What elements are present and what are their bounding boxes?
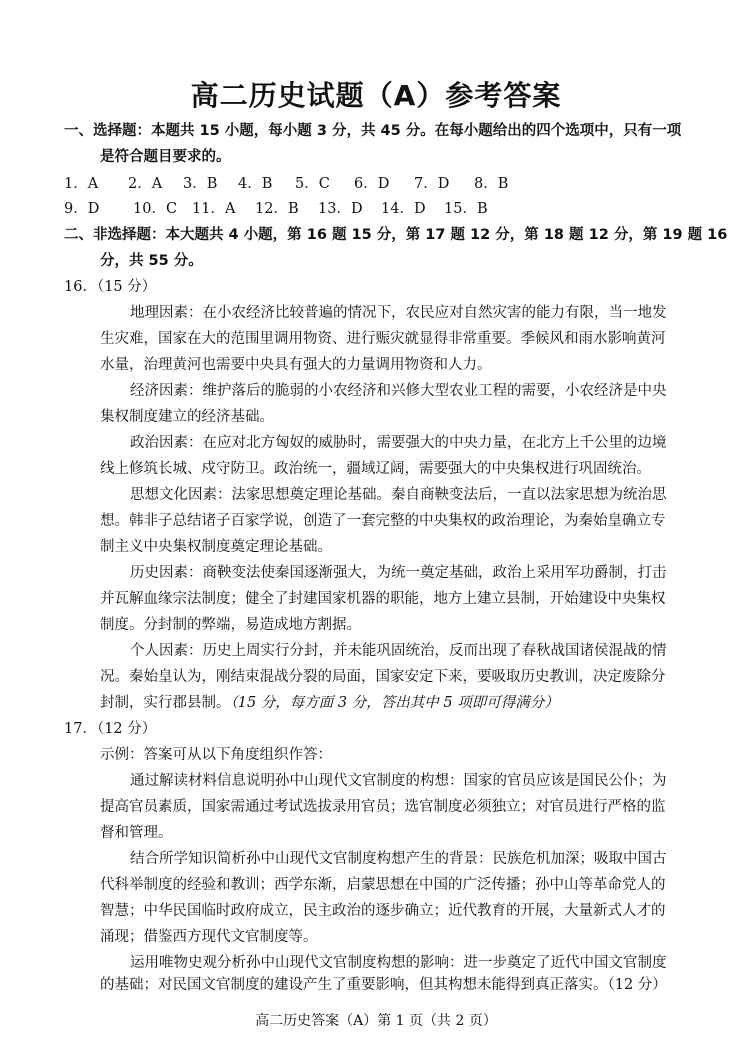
q16-line: 封制，实行郡县制。	[100, 695, 231, 711]
q17-line: 通过解读材料信息说明孙中山现代文官制度的构想：国家的官员应该是国民公仆；为	[130, 773, 667, 789]
answer-item: 6．D	[354, 176, 390, 192]
answer-item: 15．B	[444, 201, 488, 217]
q17-example-label: 示例：答案可从以下角度组织作答：	[100, 747, 332, 763]
answer-item: 9．D	[64, 201, 100, 217]
answer-item: 10．C	[133, 201, 178, 217]
q17-line: 的基础；对民国文官制度的建设产生了重要影响，但其构想未能得到真正落实。（12 分）	[100, 977, 667, 993]
q17-line: 涌现；借鉴西方现代文官制度等。	[100, 929, 318, 945]
q16-line: 个人因素：历史上周实行分封，并未能巩固统治，反而出现了春秋战国诸侯混战的情	[130, 643, 667, 659]
section1-instruction-line1: 一、选择题：本题共 15 小题，每小题 3 分，共 45 分。在每小题给出的四个选项中，只有一项	[64, 123, 682, 139]
q17-line: 智慧；中华民国临时政府成立，民主政治的逐步确立；近代教育的开展，大量新式人才的	[100, 903, 666, 919]
q16-line: 并瓦解血缘宗法制度；健全了封建国家机器的职能，地方上建立县制，开始建设中央集权	[100, 591, 666, 607]
answers-row-2	[64, 199, 704, 219]
answer-item: 3．B	[183, 176, 218, 192]
answer-item: 11．A	[192, 201, 236, 217]
q16-line: 线上修筑长城、戍守防卫。政治统一，疆域辽阔，需要强大的中央集权进行巩固统治。	[100, 461, 651, 477]
q16-line: 生灾难，国家在大的范围里调用物资、进行赈灾就显得非常重要。季候风和雨水影响黄河	[100, 331, 666, 347]
section1-instruction-line2: 是符合题目要求的。	[100, 149, 231, 165]
q17-line: 运用唯物史观分析孙中山现代文官制度构想的影响：进一步奠定了近代中国文官制度	[130, 955, 667, 971]
answer-item: 5．C	[295, 176, 330, 192]
q16-score-note: （15 分，每方面 3 分，答出其中 5 项即可得满分）	[230, 695, 559, 711]
page-title: 高二历史试题（A）参考答案	[190, 79, 562, 112]
q17-line: 代科举制度的经验和教训；西学东渐，启蒙思想在中国的广泛传播；孙中山等革命党人的	[100, 877, 666, 893]
page-footer: 高二历史答案（A）第 1 页（共 2 页）	[255, 1013, 497, 1029]
q16-line: 地理因素：在小农经济比较普遍的情况下，农民应对自然灾害的能力有限，当一地发	[130, 305, 667, 321]
answer-item: 7．D	[414, 176, 450, 192]
answer-item: 13．D	[318, 201, 363, 217]
q17-line: 结合所学知识简析孙中山现代文官制度构想产生的背景：民族危机加深；吸取中国古	[130, 851, 667, 867]
q17-line: 提高官员素质，国家需通过考试选拔录用官员；选官制度必须独立；对官员进行严格的监	[100, 799, 666, 815]
q16-last-line	[100, 693, 704, 713]
q16-line: 历史因素：商鞅变法使秦国逐渐强大，为统一奠定基础，政治上采用军功爵制，打击	[130, 565, 667, 581]
q16-line: 制度。分封制的弊端，易造成地方割据。	[100, 617, 361, 633]
answer-item: 14．D	[381, 201, 426, 217]
q17-heading: 17．（12 分）	[64, 721, 157, 737]
q16-line: 制主义中央集权制度奠定理论基础。	[100, 539, 332, 555]
q16-line: 想。韩非子总结诸子百家学说，创造了一套完整的中央集权的政治理论，为秦始皇确立专	[100, 513, 666, 529]
q16-line: 政治因素：在应对北方匈奴的威胁时，需要强大的中央力量，在北方上千公里的边境	[130, 435, 667, 451]
answers-row-1	[64, 174, 704, 194]
answer-item: 8．B	[474, 176, 509, 192]
answer-item: 4．B	[238, 176, 273, 192]
q16-line: 思想文化因素：法家思想奠定理论基础。秦自商鞅变法后，一直以法家思想为统治思	[130, 487, 667, 503]
q16-heading: 16．（15 分）	[64, 279, 157, 295]
answer-item: 12．B	[255, 201, 299, 217]
q16-line: 况。秦始皇认为，刚结束混战分裂的局面，国家安定下来，要吸取历史教训，决定废除分	[100, 669, 666, 685]
section2-instruction-line2: 分，共 55 分。	[100, 253, 203, 269]
q16-line: 经济因素：维护落后的脆弱的小农经济和兴修大型农业工程的需要，小农经济是中央	[130, 383, 667, 399]
q17-line: 督和管理。	[100, 825, 173, 841]
answer-item: 2．A	[128, 176, 163, 192]
section2-instruction-line1: 二、非选择题：本大题共 4 小题，第 16 题 15 分，第 17 题 12 分，第 18 题 12 分，第 19 题 16	[64, 227, 728, 243]
q16-line: 集权制度建立的经济基础。	[100, 409, 274, 425]
q16-line: 水量，治理黄河也需要中央具有强大的力量调用物资和人力。	[100, 357, 492, 373]
answer-item: 1．A	[64, 176, 99, 192]
